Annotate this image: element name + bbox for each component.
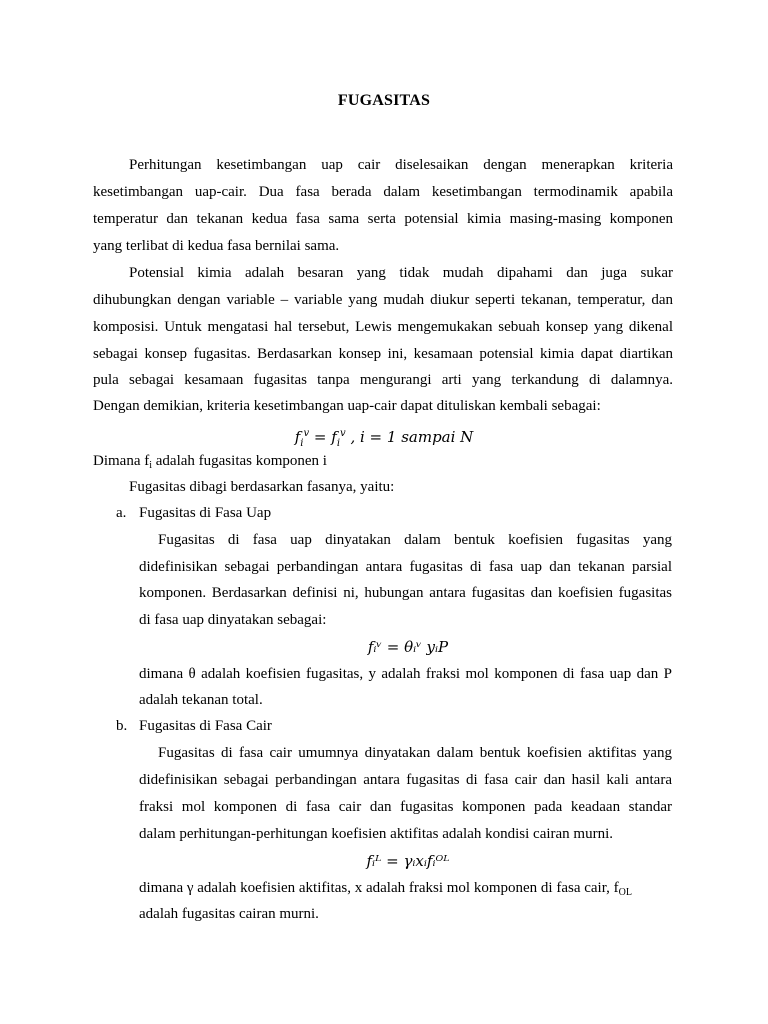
section-b-line-1 [158, 743, 672, 763]
text-line: didefinisikan sebagai perbandingan antara fugasitas di fasa cair dan hasil kali antara [139, 772, 672, 788]
section-a-line-1 [158, 530, 672, 550]
section-a-line-2 [139, 557, 672, 577]
paragraph-2-line-3 [93, 317, 673, 337]
eq1-lhs-sub: i [300, 438, 304, 449]
eq1-rhs: f [331, 428, 337, 446]
section-a-line-3 [139, 583, 672, 603]
eq1-rhs-sub: i [336, 438, 341, 449]
dimana-sub: i [149, 460, 153, 471]
text-line: fraksi mol komponen di fasa cair dan fugasitas komponen pada keadaan standar [139, 799, 672, 815]
eq1-lhs: f [294, 428, 301, 446]
paragraph-2-line-2 [93, 290, 673, 310]
section-a-marker: a. [116, 505, 127, 521]
text-line: Perhitungan kesetimbangan uap cair diselesaikan dengan menerapkan kriteria [129, 157, 673, 173]
paragraph-1-line-3 [93, 209, 673, 229]
text-line: sebagai konsep fugasitas. Berdasarkan konsep ini, kesamaan potensial kimia dapat diartikan [93, 346, 673, 362]
section-b-after-line-1 [139, 878, 672, 903]
section-a-line-4: di fasa uap dinyatakan sebagai: [139, 612, 327, 628]
dimana-line [93, 451, 327, 476]
section-a-after-line-2: adalah tekanan total. [139, 692, 263, 708]
dimana-suffix: adalah fugasitas komponen i [152, 453, 327, 469]
text-line: Potensial kimia adalah besaran yang tidak mudah dipahami dan juga sukar [129, 265, 673, 281]
section-b-line-4: dalam perhitungan-perhitungan koefisien aktifitas adalah kondisi cairan murni. [139, 826, 614, 842]
fasa-intro: Fugasitas dibagi berdasarkan fasanya, yaitu: [129, 479, 395, 495]
text-line: Fugasitas di fasa uap dinyatakan dalam bentuk koefisien fugasitas yang [158, 532, 672, 548]
section-a-after-line-1 [139, 664, 672, 684]
eq1-rhs-sup: v [340, 428, 346, 439]
text-line: komponen. Berdasarkan definisi ni, hubungan antara fugasitas dan koefisien fugasitas [139, 585, 672, 601]
paragraph-2-line-1 [129, 263, 673, 283]
paragraph-1-line-1 [129, 155, 673, 175]
text-line: dihubungkan dengan variable – variable yang mudah diukur seperti tekanan, temperatur, dan [93, 292, 673, 308]
paragraph-2-line-6: Dengan demikian, kriteria kesetimbangan uap-cair dapat dituliskan kembali sebagai: [93, 398, 601, 414]
after-line-sub: OL [618, 887, 632, 898]
text-line: komposisi. Untuk mengatasi hal tersebut, Lewis mengemukakan sebuah konsep yang dikenal [93, 319, 673, 335]
text-line: kesetimbangan uap-cair. Dua fasa berada dalam kesetimbangan termodinamik apabila [93, 184, 673, 200]
paragraph-2-line-5 [93, 370, 673, 390]
page-title: FUGASITAS [337, 92, 431, 109]
section-b-marker: b. [116, 718, 128, 734]
paragraph-1-line-2 [93, 182, 673, 202]
text-line: pula sebagai kesamaan fugasitas tanpa mengurangi arti yang terkandung di dalamnya. [93, 372, 673, 388]
paragraph-1-line-4: yang terlibat di kedua fasa bernilai sama. [93, 238, 340, 254]
equation-3: fᵢᴸ = γᵢxᵢfᵢᴼᴸ [366, 852, 450, 870]
section-b-line-3 [139, 797, 672, 817]
after-line-prefix: dimana γ adalah koefisien aktifitas, x adalah fraksi mol komponen di fasa cair, f [139, 880, 619, 896]
paragraph-2-line-4 [93, 344, 673, 364]
section-b-after-line-2: adalah fugasitas cairan murni. [139, 906, 319, 922]
text-line: temperatur dan tekanan kedua fasa sama serta potensial kimia masing-masing komponen [93, 211, 673, 227]
section-b-line-2 [139, 770, 672, 790]
dimana-prefix: Dimana f [93, 453, 150, 469]
text-line: didefinisikan sebagai perbandingan antara fugasitas di fasa uap dan tekanan parsial [139, 559, 672, 575]
eq1-equals: = [313, 428, 327, 446]
equation-2: fᵢᵛ = θᵢᵛ yᵢP [367, 638, 449, 656]
text-line: Fugasitas di fasa cair umumnya dinyatakan dalam bentuk koefisien aktifitas yang [158, 745, 672, 761]
eq1-condition: , i = 1 sampai N [350, 428, 474, 446]
text-line: dimana θ adalah koefisien fugasitas, y adalah fraksi mol komponen di fasa uap dan P [139, 666, 672, 682]
section-a-heading: Fugasitas di Fasa Uap [139, 505, 272, 521]
eq1-lhs-sup: v [303, 428, 310, 439]
section-b-heading: Fugasitas di Fasa Cair [139, 718, 272, 734]
equation-1 [0, 424, 768, 454]
